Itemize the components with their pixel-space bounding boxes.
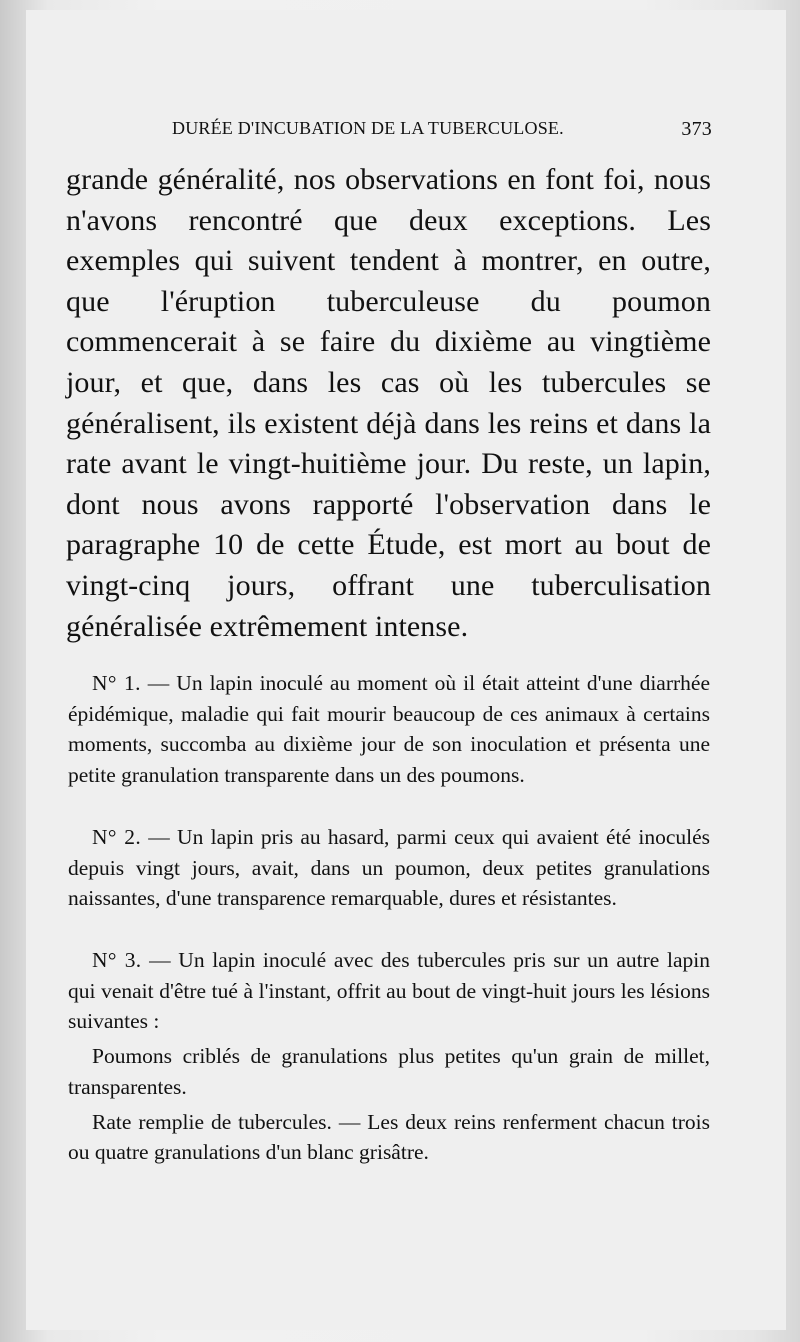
observation-paragraph (68, 822, 710, 914)
lesion-spleen-kidneys: Rate remplie de tubercules. — Les deux reins renferment chacun trois ou quatre granulations d'un blanc grisâtre. (68, 1109, 710, 1165)
observation-paragraph (68, 945, 710, 1037)
page-number: 373 (681, 118, 712, 140)
observation-number: N° 3. (92, 948, 142, 972)
observation-text: — Un lapin inoculé avec des tubercules pris sur un autre lapin qui venait d'être tué à l'instant, offrit au bout de vingt-huit jours les lésions suivantes : (68, 948, 710, 1034)
observation-text: — Un lapin pris au hasard, parmi ceux qui avaient été inoculés depuis vingt jours, avait, dans un poumon, deux petites granulations naissantes, d'une transparence remarquable, dures et résistantes. (68, 825, 710, 911)
observation-3 (68, 945, 710, 1168)
page-header (172, 118, 712, 144)
observation-text: — Un lapin inoculé au moment où il était atteint d'une diarrhée épidémique, maladie qui fait mourir beaucoup de ces animaux à certains moments, succomba au dixième jour de son inoculation et présenta une petite granulation transparente dans un des poumons. (68, 671, 710, 788)
running-title: DURÉE D'INCUBATION DE LA TUBERCULOSE. (172, 118, 564, 138)
observation-2 (68, 822, 710, 914)
observation-number: N° 1. (92, 671, 141, 695)
lesion-lungs: Poumons criblés de granulations plus petites qu'un grain de millet, transparentes. (68, 1044, 710, 1099)
observation-number: N° 2. (92, 825, 142, 849)
observation-paragraph (68, 668, 710, 791)
observation-1 (68, 668, 710, 791)
main-paragraph: grande généralité, nos observations en font foi, nous n'avons rencontré que deux exceptions. Les exemples qui suivent tendent à montrer, en outre, que l'éruption tuberculeuse du poumon commencerait à se faire du dixième au vingtième jour, et que, dans les cas où les tubercules se généralisent, ils existent déjà dans les reins et dans la rate avant le vingt-huitième jour. Du reste, un lapin, dont nous avons rapporté l'observation dans le paragraphe 10 de cette Étude, est mort au bout de vingt-cinq jours, offrant une tuberculisation généralisée extrêmement intense. (66, 163, 711, 643)
